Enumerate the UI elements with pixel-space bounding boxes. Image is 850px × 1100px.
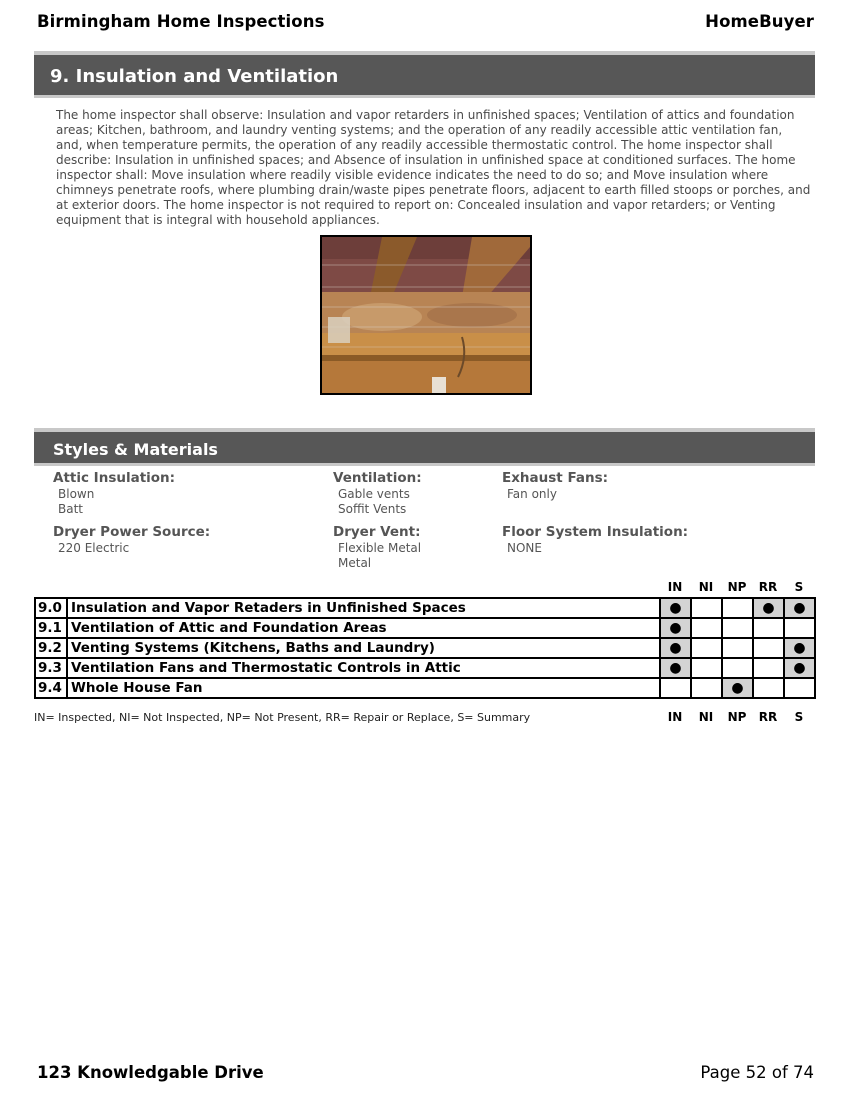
mark-cell-ni <box>691 618 722 638</box>
mark-cell-s <box>784 678 815 698</box>
dryer-vent-value-2: Metal <box>338 556 372 570</box>
mark-cell-s: ● <box>784 598 815 618</box>
dryer-power-value-1: 220 Electric <box>58 541 130 555</box>
item-number: 9.3 <box>35 658 67 678</box>
mark-cell-rr <box>753 658 784 678</box>
footer-page-number: Page 52 of 74 <box>700 1063 814 1082</box>
col-footer-rr: RR <box>758 710 778 724</box>
mark-cell-in: ● <box>660 598 691 618</box>
dryer-vent-label: Dryer Vent: <box>333 524 421 540</box>
dryer-power-label: Dryer Power Source: <box>53 524 211 540</box>
mark-cell-rr: ● <box>753 598 784 618</box>
ventilation-label: Ventilation: <box>333 470 422 486</box>
mark-cell-ni <box>691 658 722 678</box>
ventilation-value-2: Soffit Vents <box>338 502 407 516</box>
company-name: Birmingham Home Inspections <box>37 12 325 31</box>
col-footer-s: S <box>794 710 804 724</box>
styles-materials-title: Styles & Materials <box>34 428 815 466</box>
item-label[interactable]: Ventilation of Attic and Foundation Areas <box>67 618 660 638</box>
mark-cell-in: ● <box>660 618 691 638</box>
attic-insulation-value-2: Batt <box>58 502 83 516</box>
attic-insulation-label: Attic Insulation: <box>53 470 176 486</box>
item-number: 9.1 <box>35 618 67 638</box>
inspection-items-table <box>34 597 816 699</box>
mark-cell-s <box>784 618 815 638</box>
table-row <box>35 658 815 678</box>
col-header-s: S <box>794 580 804 594</box>
exhaust-fans-group <box>502 470 802 502</box>
attic-insulation-value-1: Blown <box>58 487 95 501</box>
mark-cell-rr <box>753 678 784 698</box>
mark-cell-in: ● <box>660 658 691 678</box>
mark-cell-rr <box>753 618 784 638</box>
mark-cell-ni <box>691 598 722 618</box>
mark-cell-s: ● <box>784 658 815 678</box>
attic-photo-image <box>322 237 530 393</box>
footer-address: 123 Knowledgable Drive <box>37 1063 264 1082</box>
report-type: HomeBuyer <box>705 12 814 31</box>
table-row <box>35 678 815 698</box>
mark-cell-ni <box>691 638 722 658</box>
item-number: 9.2 <box>35 638 67 658</box>
mark-cell-rr <box>753 638 784 658</box>
col-header-ni: NI <box>698 580 714 594</box>
ventilation-group <box>333 470 493 517</box>
ventilation-value-1: Gable vents <box>338 487 410 501</box>
dryer-power-group <box>53 524 313 556</box>
mark-cell-in: ● <box>660 638 691 658</box>
exhaust-fans-value-1: Fan only <box>507 487 557 501</box>
table-row <box>35 638 815 658</box>
floor-insulation-label: Floor System Insulation: <box>502 524 689 540</box>
mark-cell-ni <box>691 678 722 698</box>
legend: IN= Inspected, NI= Not Inspected, NP= Not Present, RR= Repair or Replace, S= Summary <box>34 711 531 724</box>
item-label[interactable]: Insulation and Vapor Retaders in Unfinished Spaces <box>67 598 660 618</box>
attic-photo[interactable] <box>320 235 532 395</box>
col-header-np: NP <box>727 580 747 594</box>
mark-cell-np <box>722 598 753 618</box>
col-footer-ni: NI <box>698 710 714 724</box>
exhaust-fans-label: Exhaust Fans: <box>502 470 609 486</box>
col-header-rr: RR <box>758 580 778 594</box>
item-label[interactable]: Ventilation Fans and Thermostatic Controls in Attic <box>67 658 660 678</box>
col-footer-in: IN <box>667 710 683 724</box>
item-label[interactable]: Venting Systems (Kitchens, Baths and Laundry) <box>67 638 660 658</box>
mark-cell-np <box>722 638 753 658</box>
mark-cell-np <box>722 658 753 678</box>
dryer-vent-value-1: Flexible Metal <box>338 541 422 555</box>
mark-cell-s: ● <box>784 638 815 658</box>
item-label[interactable]: Whole House Fan <box>67 678 660 698</box>
table-row <box>35 598 815 618</box>
dryer-vent-group <box>333 524 493 571</box>
section-intro: The home inspector shall observe: Insulation and vapor retarders in unfinished spaces; Ventilation of attics and foundation areas; Kitchen, bathroom, and laundry venting systems; and the operation of any readily accessible attic ventilation fan, and, when temperature permits, the operation of any readily accessible thermostatic control. The home inspector shall describe: Insulation in unfinished spaces; and Absence of insulation in unfinished space at conditioned surfaces. The home inspector shall: Move insulation where readily visible evidence indicates the need to do so; and Move insulation where chimneys penetrate roofs, where plumbing drain/waste pipes penetrate floors, adjacent to earth filled stoops or porches, and at exterior doors. The home inspector is not required to report on: Concealed insulation and vapor retarders; or Venting equipment that is integral with household appliances. <box>56 108 811 227</box>
mark-cell-in <box>660 678 691 698</box>
table-row <box>35 618 815 638</box>
floor-insulation-value-1: NONE <box>507 541 542 555</box>
col-footer-np: NP <box>727 710 747 724</box>
attic-insulation-group <box>53 470 313 517</box>
floor-insulation-group <box>502 524 802 556</box>
mark-cell-np: ● <box>722 678 753 698</box>
col-header-in: IN <box>667 580 683 594</box>
item-number: 9.4 <box>35 678 67 698</box>
item-number: 9.0 <box>35 598 67 618</box>
section-title: 9. Insulation and Ventilation <box>34 51 815 98</box>
mark-cell-np <box>722 618 753 638</box>
